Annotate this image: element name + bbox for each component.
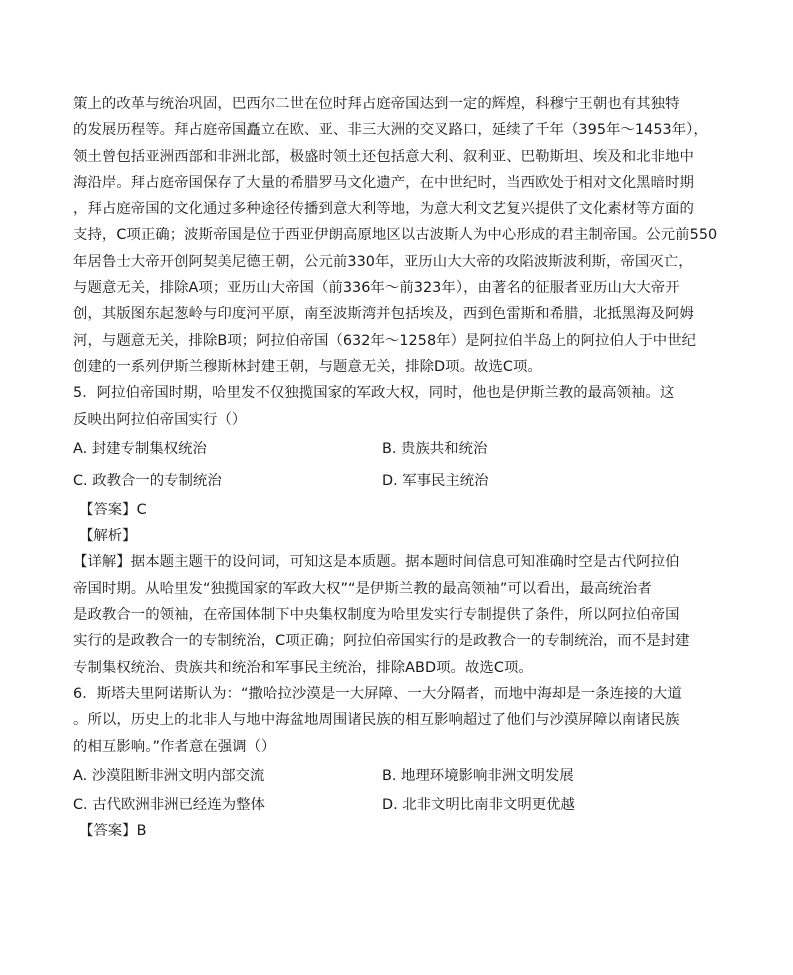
question-6 [73, 681, 723, 844]
answer-label: 【答案】B [79, 823, 147, 840]
option-d: D. 北非文明比南非文明更优越 [382, 796, 575, 813]
detail-text: 专制集权统治、贵族共和统治和军事民主统治，排除ABD项。故选C项。 [73, 659, 533, 676]
text-line: 领土曾包括亚洲西部和非洲北部，极盛时领土还包括意大利、叙利亚、巴勒斯坦、埃及和北非地中 [73, 148, 694, 165]
option-c: C. 古代欧洲非洲已经连为整体 [73, 796, 265, 813]
text-line: 年居鲁士大帝开创阿契美尼德王朝，公元前330年，亚历山大大帝的攻陷波斯波利斯，帝国灭亡， [73, 253, 693, 270]
options-row [73, 792, 723, 818]
option-d: D. 军事民主统治 [382, 472, 489, 489]
text-line: 策上的改革与统治巩固，巴西尔二世在位时拜占庭帝国达到一定的辉煌，科穆宁王朝也有其独特 [73, 96, 680, 112]
question-stem: 的相互影响。”作者意在强调（） [73, 738, 276, 755]
text-line: 的发展历程等。拜占庭帝国矗立在欧、亚、非三大洲的交叉路口，延续了千年（395年～1453年）， [73, 122, 708, 139]
answer-label: 【答案】C [79, 501, 147, 518]
text-line: 与题意无关，排除A项；亚历山大帝国（前336年～前323年），由著名的征服者亚历山大大帝开 [73, 280, 680, 297]
text-line: 海沿岸。拜占庭帝国保存了大量的希腊罗马文化遗产，在中世纪时，当西欧处于相对文化黑暗时期 [73, 174, 694, 191]
options-row [73, 760, 723, 792]
option-c: C. 政教合一的专制统治 [73, 472, 222, 489]
text-line: 创建的一系列伊斯兰穆斯林封建王朝，与题意无关，排除D项。故选C项。 [73, 358, 542, 375]
option-b: B. 地理环境影响非洲文明发展 [382, 767, 574, 784]
options-row [73, 465, 723, 497]
option-b: B. 贵族共和统治 [382, 440, 488, 457]
text-line: 支持，C项正确；波斯帝国是位于西亚伊朗高原地区以古波斯人为中心形成的君主制帝国。公元前550 [73, 227, 718, 244]
q4-explanation-continued [73, 91, 723, 380]
document-page [73, 91, 723, 844]
text-line: ，拜占庭帝国的文化通过多种途径传播到意大利等地，为意大利文艺复兴提供了文化素材等方面的 [73, 201, 694, 218]
text-line: 创，其版图东起葱岭与印度河平原，南至波斯湾并包括埃及，西到色雷斯和希腊，北抵黑海及阿姆 [73, 306, 694, 323]
question-stem: 。所以，历史上的北非人与地中海盆地周围诸民族的相互影响超过了他们与沙漠屏障以南诸民族 [73, 712, 680, 729]
text-line: 河，与题意无关，排除B项；阿拉伯帝国（632年～1258年）是阿拉伯半岛上的阿拉伯人于中世纪 [73, 332, 697, 349]
question-stem: 6．斯塔夫里阿诺斯认为：“撒哈拉沙漠是一大屏障、一大分隔者，而地中海却是一条连接的大道 [73, 685, 682, 702]
question-stem: 反映出阿拉伯帝国实行（） [73, 411, 247, 428]
analysis-label: 【解析】 [79, 528, 137, 545]
detail-text: 帝国时期。从哈里发“独揽国家的军政大权”“是伊斯兰教的最高领袖”可以看出，最高统治者 [73, 580, 652, 597]
detail-text: 是政教合一的领袖，在帝国体制下中央集权制度为哈里发实行专制提供了条件，所以阿拉伯帝国 [73, 607, 680, 624]
detail-text: 实行的是政教合一的专制统治，C项正确；阿拉伯帝国实行的是政教合一的专制统治，而不是封建 [73, 633, 690, 650]
detail-text: 【详解】据本题主题干的设问词，可知这是本质题。据本题时间信息可知准确时空是古代阿拉伯 [73, 554, 680, 571]
option-a: A. 封建专制集权统治 [73, 440, 207, 457]
options-row [73, 433, 723, 465]
option-a: A. 沙漠阻断非洲文明内部交流 [73, 767, 265, 784]
question-stem: 5．阿拉伯帝国时期，哈里发不仅独揽国家的军政大权，同时，他也是伊斯兰教的最高领袖。这 [73, 385, 675, 402]
question-5 [73, 380, 723, 681]
